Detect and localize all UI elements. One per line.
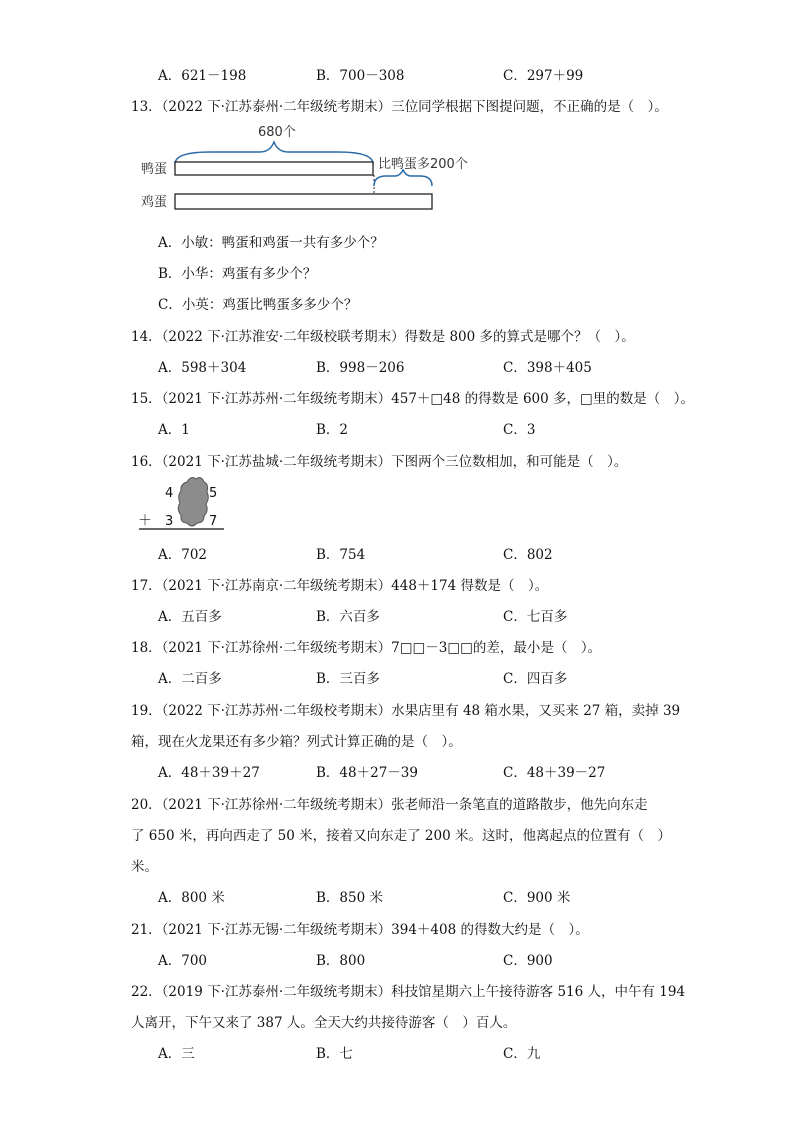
q12-option-a: A．621－198 [158,68,247,84]
q13-row2-label: 鸡蛋 [141,195,168,210]
q20-stem-line-3: 米。 [131,859,158,875]
q14-option-a: A．598＋304 [158,360,247,376]
q21-option-a: A．700 [158,953,208,969]
q15-stem: 15．（2021 下·江苏苏州·二年级统考期末）457＋□48 的得数是 600 多，□里的数是（ ）。 [131,391,695,407]
q16-option-b: B．754 [316,547,366,563]
q21-stem: 21．（2021 下·江苏无锡·二年级统考期末）394＋408 的得数大约是（ ）。 [131,922,589,938]
q19-option-a: A．48＋39＋27 [158,765,260,781]
q17-option-b: B．六百多 [316,609,380,625]
q13-duck-egg-bar [175,162,373,175]
q17-option-a: A．五百多 [158,609,222,625]
q20-option-a: A．800 米 [158,890,225,906]
q17-option-c: C．七百多 [503,609,568,625]
q19-option-c: C．48＋39－27 [503,765,606,781]
q20-option-b: B．850 米 [316,890,383,906]
q16-bottom-right-digit: 7 [209,514,218,529]
q14-stem: 14．（2022 下·江苏淮安·二年级校联考期末）得数是 800 多的算式是哪个？（ ）。 [131,329,635,345]
q16-top-left-digit: 4 [165,486,174,501]
q20-stem-line-1: 20．（2021 下·江苏徐州·二年级统考期末）张老师沿一条笔直的道路散步，他先向东走 [131,797,648,813]
q12-option-c: C．297＋99 [503,68,584,84]
q13-option-c: C．小英：鸡蛋比鸭蛋多多少个？ [158,297,358,313]
q18-option-a: A．二百多 [158,671,222,687]
q22-stem-line-2: 人离开，下午又来了 387 人。全天大约共接待游客（ ）百人。 [131,1015,517,1031]
q18-option-b: B．三百多 [316,671,380,687]
q15-option-a: A．1 [158,422,190,438]
q13-row1-label: 鸭蛋 [141,162,168,177]
q22-option-a: A．三 [158,1046,195,1062]
q20-option-c: C．900 米 [503,890,571,906]
q22-option-b: B．七 [316,1046,353,1062]
q15-option-c: C．3 [503,422,536,438]
q13-line-diagram [130,118,500,218]
q16-option-c: C．802 [503,547,553,563]
q21-option-b: B．800 [316,953,366,969]
q13-top-brace [175,142,373,164]
q14-option-c: C．398＋405 [503,360,592,376]
q20-stem-line-2: 了 650 米，再向西走了 50 米，接着又向东走了 200 米。这时，他离起点的位置有（ ） [131,828,671,844]
q16-addition-figure [138,474,230,532]
q16-option-a: A．702 [158,547,208,563]
q12-option-b: B．700－308 [316,68,405,84]
q13-chicken-egg-bar [175,194,432,209]
q16-plus-sign: ＋ [138,513,152,529]
q16-top-right-digit: 5 [209,486,218,501]
q22-option-c: C．九 [503,1046,541,1062]
q13-option-a: A．小敏：鸭蛋和鸡蛋一共有多少个？ [158,235,384,251]
q13-top-label: 680个 [258,125,296,140]
q19-option-b: B．48＋27－39 [316,765,418,781]
q18-option-c: C．四百多 [503,671,568,687]
q15-option-b: B．2 [316,422,349,438]
q22-stem-line-1: 22．（2019 下·江苏泰州·二年级统考期末）科技馆星期六上午接待游客 516 人，中午有 194 [131,984,686,1000]
q13-extra-brace [374,170,432,186]
q18-stem: 18．（2021 下·江苏徐州·二年级统考期末）7□□－3□□的差，最小是（ ）。 [131,640,602,656]
q13-extra-label: 比鸭蛋多200个 [378,157,468,172]
q19-stem-line-1: 19．（2022 下·江苏苏州·二年级校考期末）水果店里有 48 箱水果，又买来 27 箱，卖掉 39 [131,703,681,719]
q13-stem: 13．（2022 下·江苏泰州·二年级统考期末）三位同学根据下图提问题，不正确的是（ ）。 [131,99,668,115]
q21-option-c: C．900 [503,953,553,969]
q13-option-b: B．小华：鸡蛋有多少个？ [158,266,317,282]
q19-stem-line-2: 箱，现在火龙果还有多少箱？列式计算正确的是（ ）。 [131,734,462,750]
q16-stem: 16．（2021 下·江苏盐城·二年级统考期末）下图两个三位数相加，和可能是（ ）。 [131,454,628,470]
q16-cloud-blot [178,478,208,526]
q17-stem: 17．（2021 下·江苏南京·二年级统考期末）448＋174 得数是（ ）。 [131,578,549,594]
q14-option-b: B．998－206 [316,360,405,376]
q16-bottom-left-digit: 3 [165,514,174,529]
